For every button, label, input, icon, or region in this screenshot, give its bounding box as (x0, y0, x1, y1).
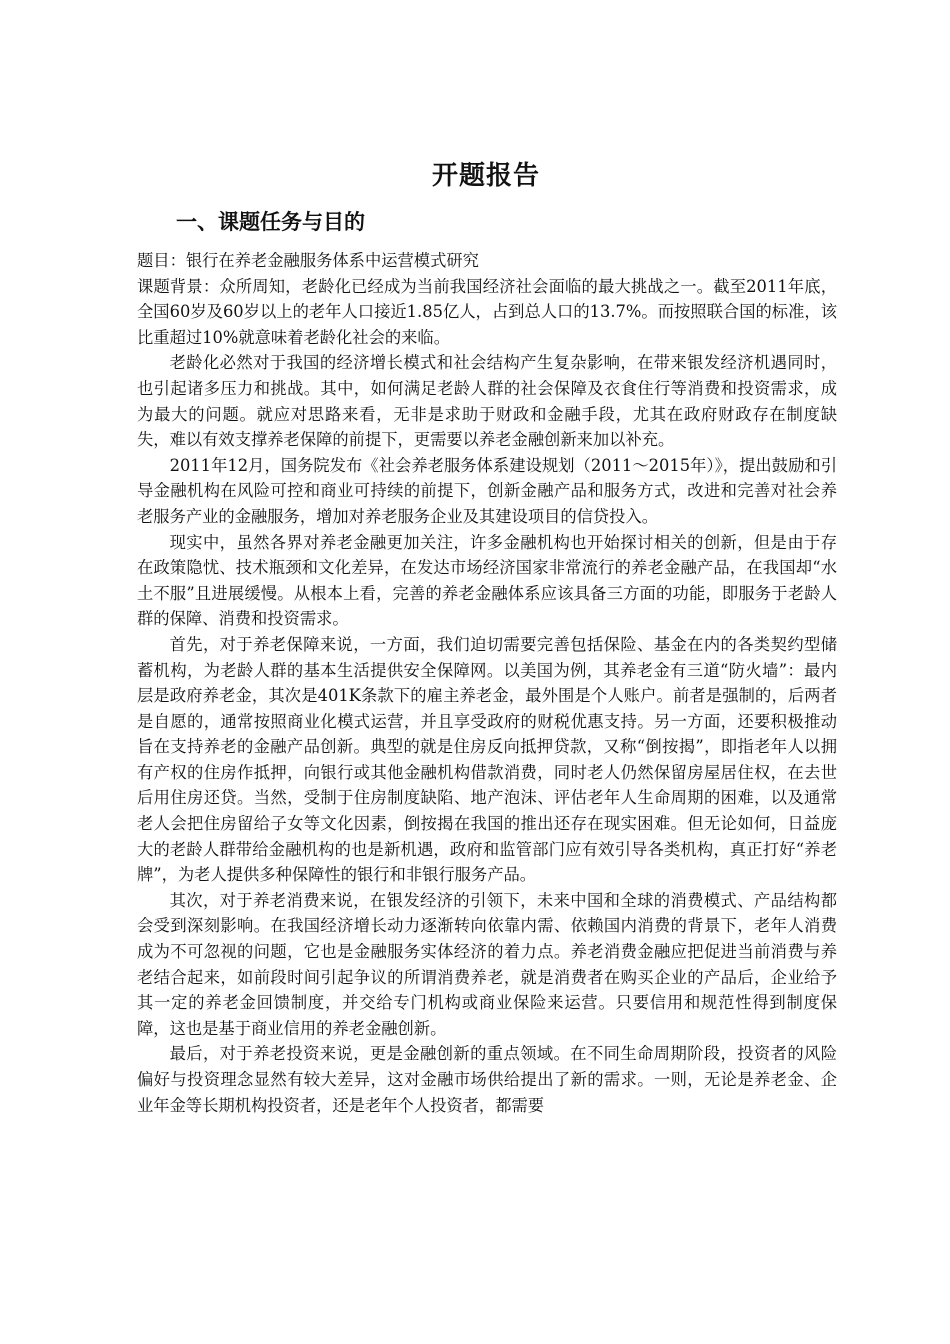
page-title: 开题报告 (431, 161, 540, 191)
paragraph-background: 课题背景：众所周知，老龄化已经成为当前我国经济社会面临的最大挑战之一。截至2011年底，全国60岁及60岁以上的老年人口接近1.85亿人，占到总人口的13.7%。而按照联合国的标准，该比重超过10%就意味着老龄化社会的来临。 (137, 276, 837, 347)
paragraph-pension-security: 首先，对于养老保障来说，一方面，我们迫切需要完善包括保险、基金在内的各类契约型储蓄机构，为老龄人群的基本生活提供安全保障网。以美国为例，其养老金有三道“防火墙”：最内层是政府养老金，其次是401K条款下的雇主养老金，最外围是个人账户。前者是强制的，后两者是自愿的，通常按照商业化模式运营，并且享受政府的财税优惠支持。另一方面，还要积极推动旨在支持养老的金融产品创新。典型的就是住房反向抵押贷款，又称“倒按揭”，即指老年人以拥有产权的住房作抵押，向银行或其他金融机构借款消费，同时老人仍然保留房屋居住权，在去世后用住房还贷。当然，受制于住房制度缺陷、地产泡沫、评估老年人生命周期的困难，以及通常老人会把住房留给子女等文化因素，倒按揭在我国的推出还存在现实困难。但无论如何，日益庞大的老龄人群带给金融机构的也是新机遇，政府和监管部门应有效引导各类机构，真正打好“养老牌”，为老人提供多种保障性的银行和非银行服务产品。 (137, 634, 837, 885)
paragraph-state-council-plan: 2011年12月，国务院发布《社会养老服务体系建设规划（2011～2015年）》，提出鼓励和引导金融机构在风险可控和商业可持续的前提下，创新金融产品和服务方式，改进和完善对社会养老服务产业的金融服务，增加对养老服务企业及其建设项目的信贷投入。 (137, 455, 837, 526)
paragraph-pension-consumption: 其次，对于养老消费来说，在银发经济的引领下，未来中国和全球的消费模式、产品结构都会受到深刻影响。在我国经济增长动力逐渐转向依靠内需、依赖国内消费的背景下，老年人消费成为不可忽视的问题，它也是金融服务实体经济的着力点。养老消费金融应把促进当前消费与养老结合起来，如前段时间引起争议的所谓消费养老，就是消费者在购买企业的产品后，企业给予其一定的养老金回馈制度，并交给专门机构或商业保险来运营。只要信用和规范性得到制度保障，这也是基于商业信用的养老金融创新。 (137, 890, 837, 1038)
paragraph-aging-impact: 老龄化必然对于我国的经济增长模式和社会结构产生复杂影响，在带来银发经济机遇同时，也引起诸多压力和挑战。其中，如何满足老龄人群的社会保障及衣食住行等消费和投资需求，成为最大的问题。就应对思路来看，无非是求助于财政和金融手段，尤其在政府财政存在制度缺失，难以有效支撑养老保障的前提下，更需要以养老金融创新来加以补充。 (137, 353, 837, 450)
body-text (137, 248, 837, 1118)
topic-line: 题目：银行在养老金融服务体系中运营模式研究 (137, 251, 479, 270)
paragraph-reality: 现实中，虽然各界对养老金融更加关注，许多金融机构也开始探讨相关的创新，但是由于存在政策隐忧、技术瓶颈和文化差异，在发达市场经济国家非常流行的养老金融产品，在我国却“水土不服”且进展缓慢。从根本上看，完善的养老金融体系应该具备三方面的功能，即服务于老龄人群的保障、消费和投资需求。 (137, 532, 837, 629)
section-heading: 一、课题任务与目的 (176, 210, 365, 234)
paragraph-pension-investment: 最后，对于养老投资来说，更是金融创新的重点领域。在不同生命周期阶段，投资者的风险偏好与投资理念显然有较大差异，这对金融市场供给提出了新的需求。一则，无论是养老金、企业年金等长期机构投资者，还是老年个人投资者，都需要 (137, 1044, 837, 1115)
